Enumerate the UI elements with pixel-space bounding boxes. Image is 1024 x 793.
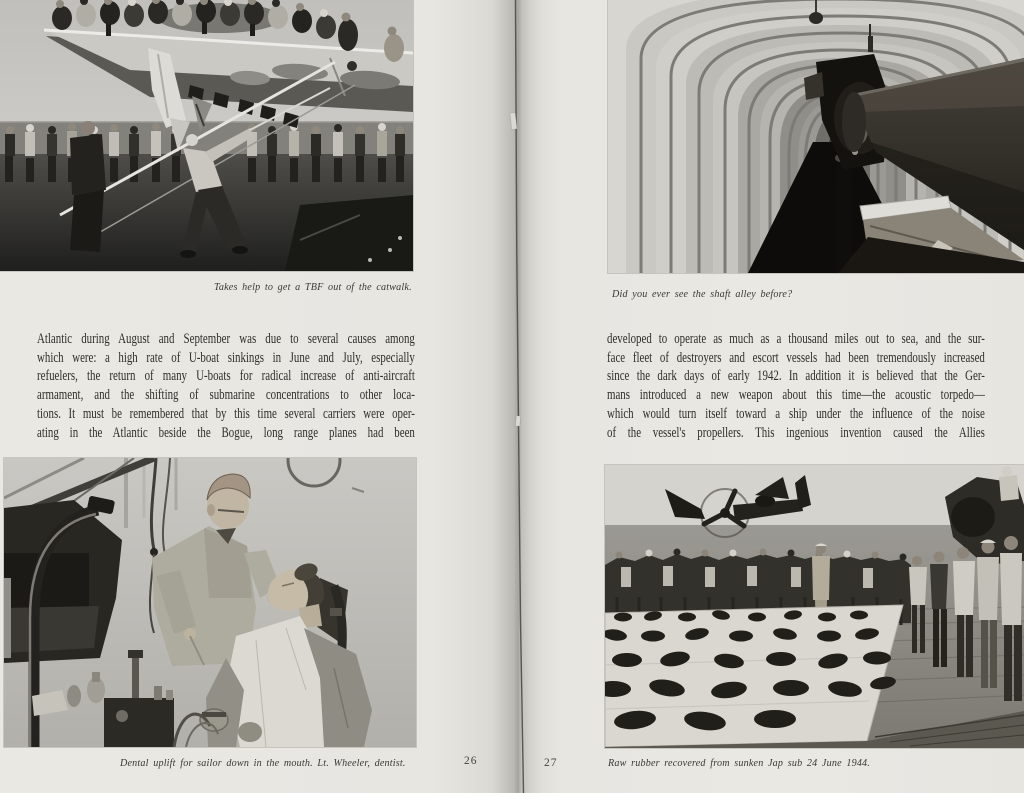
sea <box>0 122 413 156</box>
body-line: face fleet of destroyers and escort vessels had been tremendously increased <box>607 349 985 366</box>
body-line: ating in the Atlantic beside the Bogue, long range planes had been <box>37 424 415 441</box>
page-number-26: 26 <box>464 755 478 767</box>
body-line: which were: a high rate of U-boat sinkings in June and July, especially <box>37 349 415 366</box>
photo-dentist <box>4 458 416 747</box>
caption-shaft-alley: Did you ever see the shaft alley before? <box>612 288 793 300</box>
wall-bracket <box>868 36 873 52</box>
body-line: mans introduced a new weapon about this time—the acoustic torpedo— <box>607 387 985 404</box>
body-line: tions. It must be remembered that by this time several carriers were oper- <box>37 405 415 422</box>
body-line: armament, and the shifting of submarine concentrations to other loca- <box>37 387 415 404</box>
body-line: refuelers, the return of many U-boats for radical increase of anti-aircraft <box>37 368 415 385</box>
caption-tbf-catwalk: Takes help to get a TBF out of the catwalk. <box>214 281 412 293</box>
right-page-body-text <box>607 330 985 442</box>
photo-raw-rubber <box>605 465 1024 748</box>
body-line: of the vessel's propellers. This ingenious invention caused the Allies <box>607 424 985 441</box>
page-number-27: 27 <box>544 757 558 769</box>
paper-nick-mid <box>516 416 521 426</box>
caption-raw-rubber: Raw rubber recovered from sunken Jap sub 24 June 1944. <box>608 757 871 769</box>
photo-shaft-alley <box>608 0 1024 273</box>
body-line: Atlantic during August and September was due to several causes among <box>37 331 415 347</box>
left-page-body-text <box>37 330 415 442</box>
body-line: since the dark days of early 1942. In addition it is believed that the Ger- <box>607 368 985 385</box>
tarpaulin <box>605 605 903 747</box>
body-line: which would turn itself toward a ship under the influence of the noise <box>607 405 985 422</box>
body-line: developed to operate as much as a thousand miles out to sea, and the sur- <box>607 331 985 347</box>
photo-tbf-catwalk <box>0 0 413 271</box>
ceiling-lamp <box>809 12 823 24</box>
caption-dentist: Dental uplift for sailor down in the mouth. Lt. Wheeler, dentist. <box>120 757 406 769</box>
